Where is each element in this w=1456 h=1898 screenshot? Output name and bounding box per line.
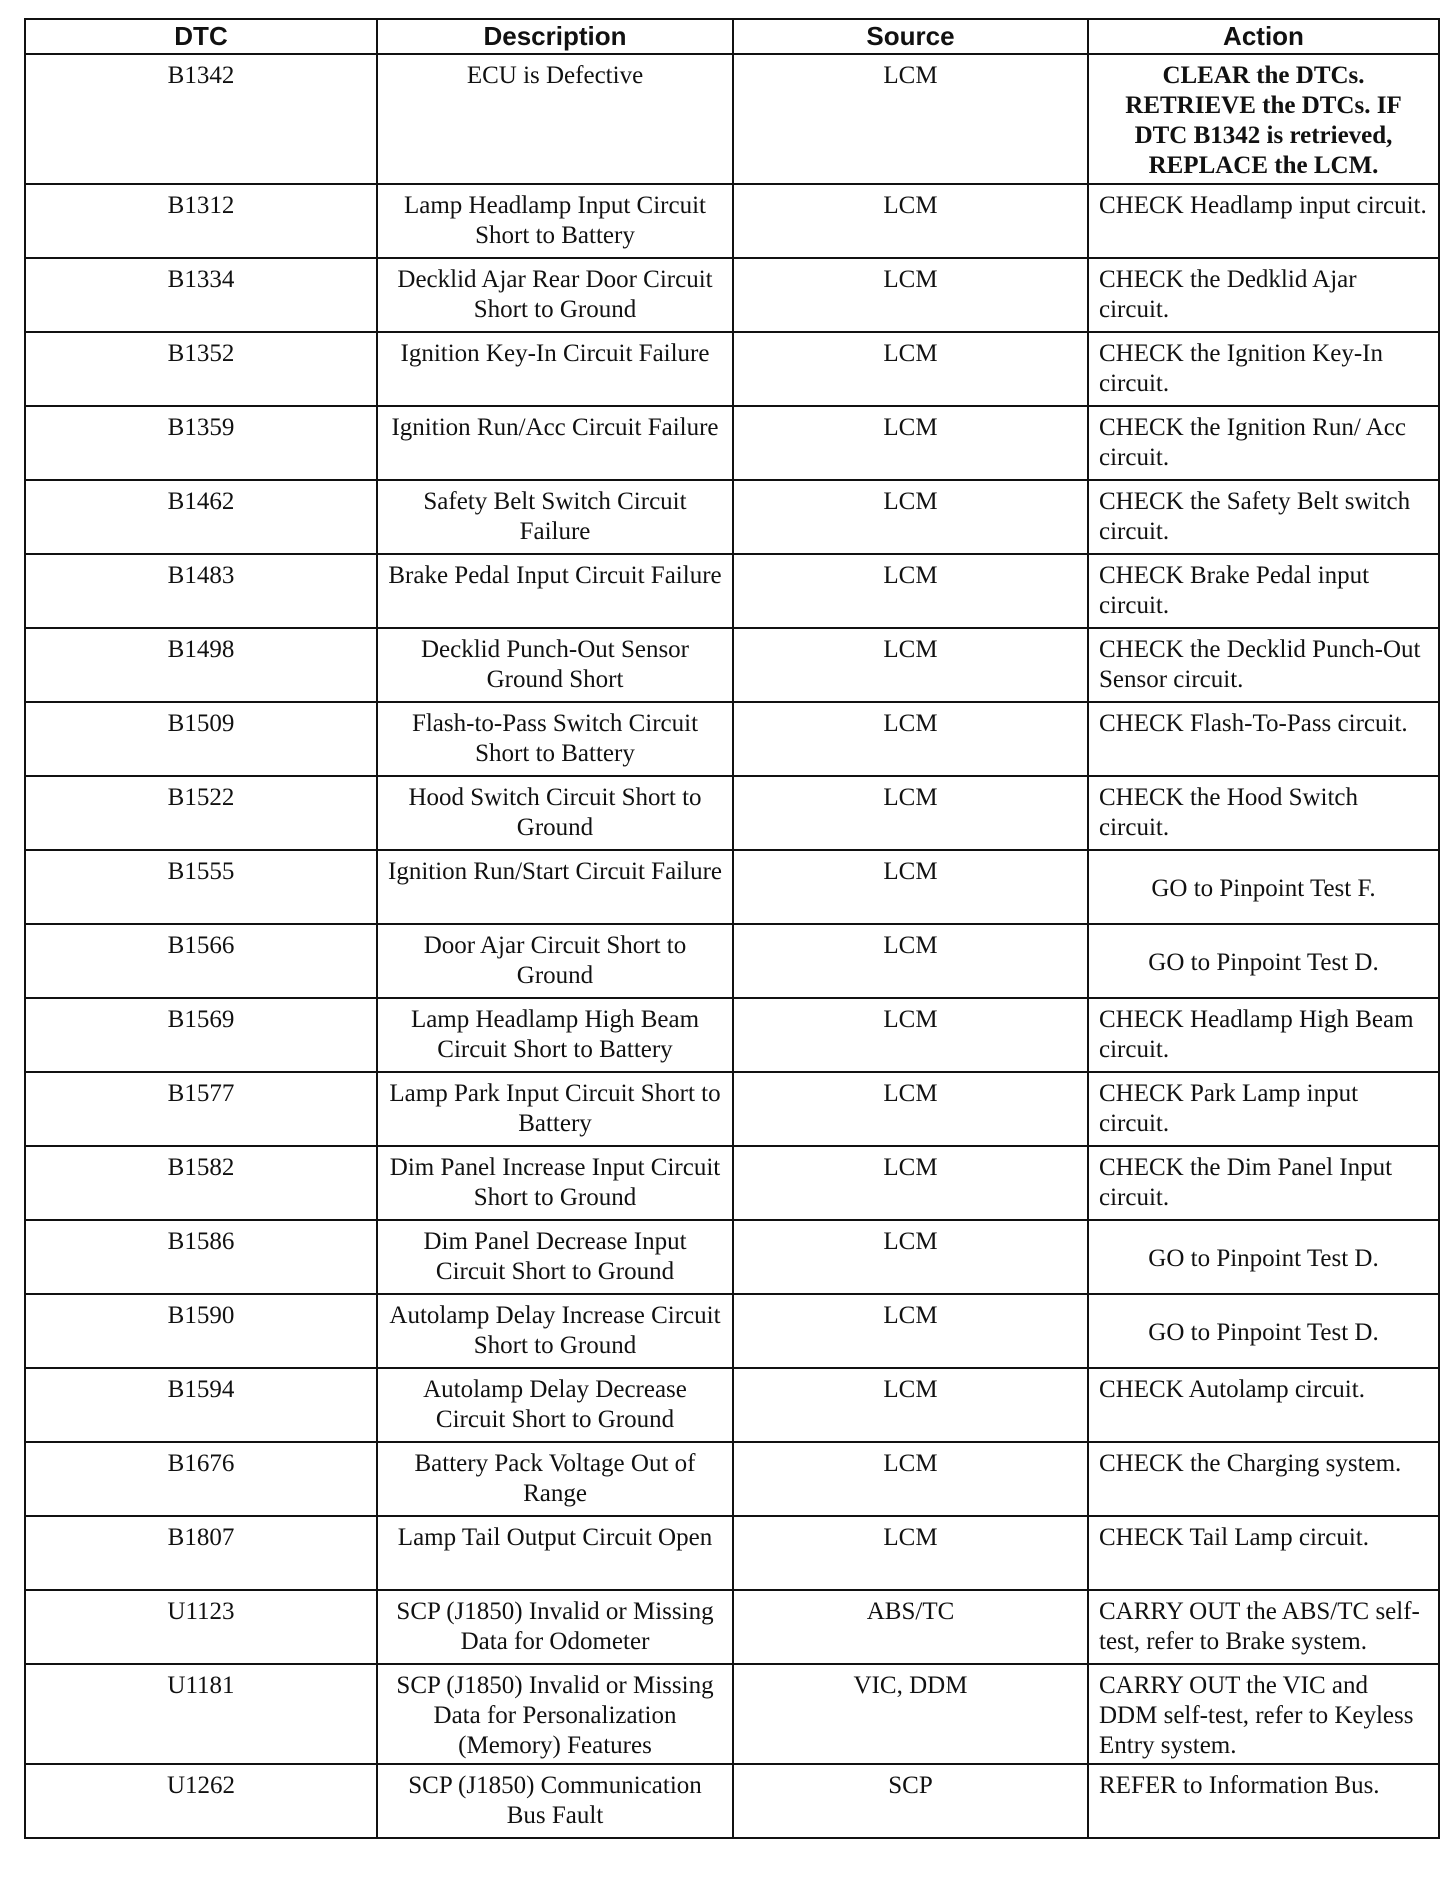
dtc-action: CHECK Autolamp circuit. — [1088, 1368, 1439, 1442]
dtc-source: LCM — [733, 998, 1088, 1072]
table-row — [25, 332, 1439, 406]
dtc-source: SCP — [733, 1764, 1088, 1838]
table-row — [25, 554, 1439, 628]
dtc-code: B1569 — [25, 998, 377, 1072]
dtc-table-sheet — [24, 18, 1438, 1839]
dtc-source: LCM — [733, 480, 1088, 554]
dtc-action: CHECK Brake Pedal input circuit. — [1088, 554, 1439, 628]
table-row — [25, 406, 1439, 480]
dtc-source: LCM — [733, 776, 1088, 850]
dtc-action: GO to Pinpoint Test D. — [1088, 1220, 1439, 1294]
table-row — [25, 1368, 1439, 1442]
dtc-code: B1522 — [25, 776, 377, 850]
dtc-description: Ignition Key-In Circuit Failure — [377, 332, 733, 406]
dtc-source: LCM — [733, 406, 1088, 480]
dtc-description: Lamp Park Input Circuit Short to Battery — [377, 1072, 733, 1146]
table-row — [25, 776, 1439, 850]
dtc-code: B1676 — [25, 1442, 377, 1516]
dtc-code: U1262 — [25, 1764, 377, 1838]
table-row — [25, 924, 1439, 998]
dtc-code: B1462 — [25, 480, 377, 554]
table-row — [25, 1072, 1439, 1146]
dtc-source: LCM — [733, 850, 1088, 924]
dtc-description: Decklid Ajar Rear Door Circuit Short to Ground — [377, 258, 733, 332]
dtc-action: CHECK Park Lamp input circuit. — [1088, 1072, 1439, 1146]
dtc-description: ECU is Defective — [377, 54, 733, 184]
dtc-description: Autolamp Delay Decrease Circuit Short to Ground — [377, 1368, 733, 1442]
dtc-code: B1483 — [25, 554, 377, 628]
dtc-code: B1577 — [25, 1072, 377, 1146]
header-description: Description — [377, 19, 733, 54]
dtc-source: LCM — [733, 54, 1088, 184]
dtc-description: SCP (J1850) Invalid or Missing Data for Odometer — [377, 1590, 733, 1664]
dtc-action: GO to Pinpoint Test D. — [1088, 1294, 1439, 1368]
table-row — [25, 1146, 1439, 1220]
dtc-action: CHECK the Hood Switch circuit. — [1088, 776, 1439, 850]
dtc-source: LCM — [733, 924, 1088, 998]
dtc-action: CHECK Headlamp High Beam circuit. — [1088, 998, 1439, 1072]
header-action: Action — [1088, 19, 1439, 54]
dtc-code: B1312 — [25, 184, 377, 258]
dtc-source: LCM — [733, 1072, 1088, 1146]
dtc-source: LCM — [733, 1516, 1088, 1590]
dtc-code: B1509 — [25, 702, 377, 776]
dtc-action: CHECK Flash-To-Pass circuit. — [1088, 702, 1439, 776]
dtc-code: B1590 — [25, 1294, 377, 1368]
dtc-code: B1807 — [25, 1516, 377, 1590]
dtc-action: CHECK the Ignition Run/ Acc circuit. — [1088, 406, 1439, 480]
dtc-source: VIC, DDM — [733, 1664, 1088, 1764]
dtc-code: U1123 — [25, 1590, 377, 1664]
dtc-source: LCM — [733, 258, 1088, 332]
dtc-description: Lamp Headlamp Input Circuit Short to Battery — [377, 184, 733, 258]
dtc-action: CARRY OUT the VIC and DDM self-test, refer to Keyless Entry system. — [1088, 1664, 1439, 1764]
dtc-action: CHECK Tail Lamp circuit. — [1088, 1516, 1439, 1590]
dtc-code: U1181 — [25, 1664, 377, 1764]
dtc-source: LCM — [733, 1442, 1088, 1516]
dtc-code: B1566 — [25, 924, 377, 998]
dtc-source: LCM — [733, 1368, 1088, 1442]
dtc-action: CHECK the Safety Belt switch circuit. — [1088, 480, 1439, 554]
dtc-description: Ignition Run/Acc Circuit Failure — [377, 406, 733, 480]
dtc-action: CHECK the Dedklid Ajar circuit. — [1088, 258, 1439, 332]
table-row — [25, 850, 1439, 924]
table-row — [25, 1220, 1439, 1294]
dtc-description: Lamp Tail Output Circuit Open — [377, 1516, 733, 1590]
table-row — [25, 702, 1439, 776]
dtc-code: B1334 — [25, 258, 377, 332]
dtc-description: Dim Panel Increase Input Circuit Short to Ground — [377, 1146, 733, 1220]
dtc-source: LCM — [733, 1294, 1088, 1368]
dtc-code: B1594 — [25, 1368, 377, 1442]
dtc-action: REFER to Information Bus. — [1088, 1764, 1439, 1838]
dtc-description: Battery Pack Voltage Out of Range — [377, 1442, 733, 1516]
dtc-action: CHECK the Ignition Key-In circuit. — [1088, 332, 1439, 406]
dtc-description: Flash-to-Pass Switch Circuit Short to Battery — [377, 702, 733, 776]
dtc-description: Decklid Punch-Out Sensor Ground Short — [377, 628, 733, 702]
dtc-description: SCP (J1850) Communication Bus Fault — [377, 1764, 733, 1838]
dtc-code: B1342 — [25, 54, 377, 184]
dtc-code: B1582 — [25, 1146, 377, 1220]
table-row — [25, 54, 1439, 184]
dtc-action: CARRY OUT the ABS/TC self-test, refer to Brake system. — [1088, 1590, 1439, 1664]
dtc-source: LCM — [733, 1220, 1088, 1294]
dtc-description: Safety Belt Switch Circuit Failure — [377, 480, 733, 554]
table-row — [25, 480, 1439, 554]
dtc-action: CHECK the Charging system. — [1088, 1442, 1439, 1516]
dtc-source: LCM — [733, 554, 1088, 628]
dtc-code: B1359 — [25, 406, 377, 480]
dtc-description: Dim Panel Decrease Input Circuit Short to Ground — [377, 1220, 733, 1294]
dtc-source: ABS/TC — [733, 1590, 1088, 1664]
dtc-table — [24, 18, 1440, 1839]
table-row — [25, 998, 1439, 1072]
dtc-description: Door Ajar Circuit Short to Ground — [377, 924, 733, 998]
dtc-source: LCM — [733, 702, 1088, 776]
dtc-action: CHECK the Decklid Punch-Out Sensor circuit. — [1088, 628, 1439, 702]
table-row — [25, 258, 1439, 332]
table-row — [25, 1442, 1439, 1516]
dtc-code: B1498 — [25, 628, 377, 702]
dtc-description: SCP (J1850) Invalid or Missing Data for Personalization (Memory) Features — [377, 1664, 733, 1764]
header-dtc: DTC — [25, 19, 377, 54]
dtc-action: CHECK the Dim Panel Input circuit. — [1088, 1146, 1439, 1220]
dtc-source: LCM — [733, 1146, 1088, 1220]
header-source: Source — [733, 19, 1088, 54]
dtc-action: CHECK Headlamp input circuit. — [1088, 184, 1439, 258]
dtc-action: GO to Pinpoint Test D. — [1088, 924, 1439, 998]
dtc-code: B1352 — [25, 332, 377, 406]
table-row — [25, 1590, 1439, 1664]
dtc-description: Brake Pedal Input Circuit Failure — [377, 554, 733, 628]
table-row — [25, 1764, 1439, 1838]
dtc-source: LCM — [733, 184, 1088, 258]
table-header-row — [25, 19, 1439, 54]
table-row — [25, 184, 1439, 258]
dtc-code: B1586 — [25, 1220, 377, 1294]
dtc-description: Autolamp Delay Increase Circuit Short to Ground — [377, 1294, 733, 1368]
dtc-action: CLEAR the DTCs. RETRIEVE the DTCs. IF DTC B1342 is retrieved, REPLACE the LCM. — [1088, 54, 1439, 184]
dtc-description: Ignition Run/Start Circuit Failure — [377, 850, 733, 924]
table-row — [25, 1294, 1439, 1368]
dtc-description: Hood Switch Circuit Short to Ground — [377, 776, 733, 850]
dtc-code: B1555 — [25, 850, 377, 924]
dtc-source: LCM — [733, 332, 1088, 406]
dtc-source: LCM — [733, 628, 1088, 702]
table-row — [25, 628, 1439, 702]
table-row — [25, 1516, 1439, 1590]
table-row — [25, 1664, 1439, 1764]
dtc-description: Lamp Headlamp High Beam Circuit Short to Battery — [377, 998, 733, 1072]
dtc-action: GO to Pinpoint Test F. — [1088, 850, 1439, 924]
